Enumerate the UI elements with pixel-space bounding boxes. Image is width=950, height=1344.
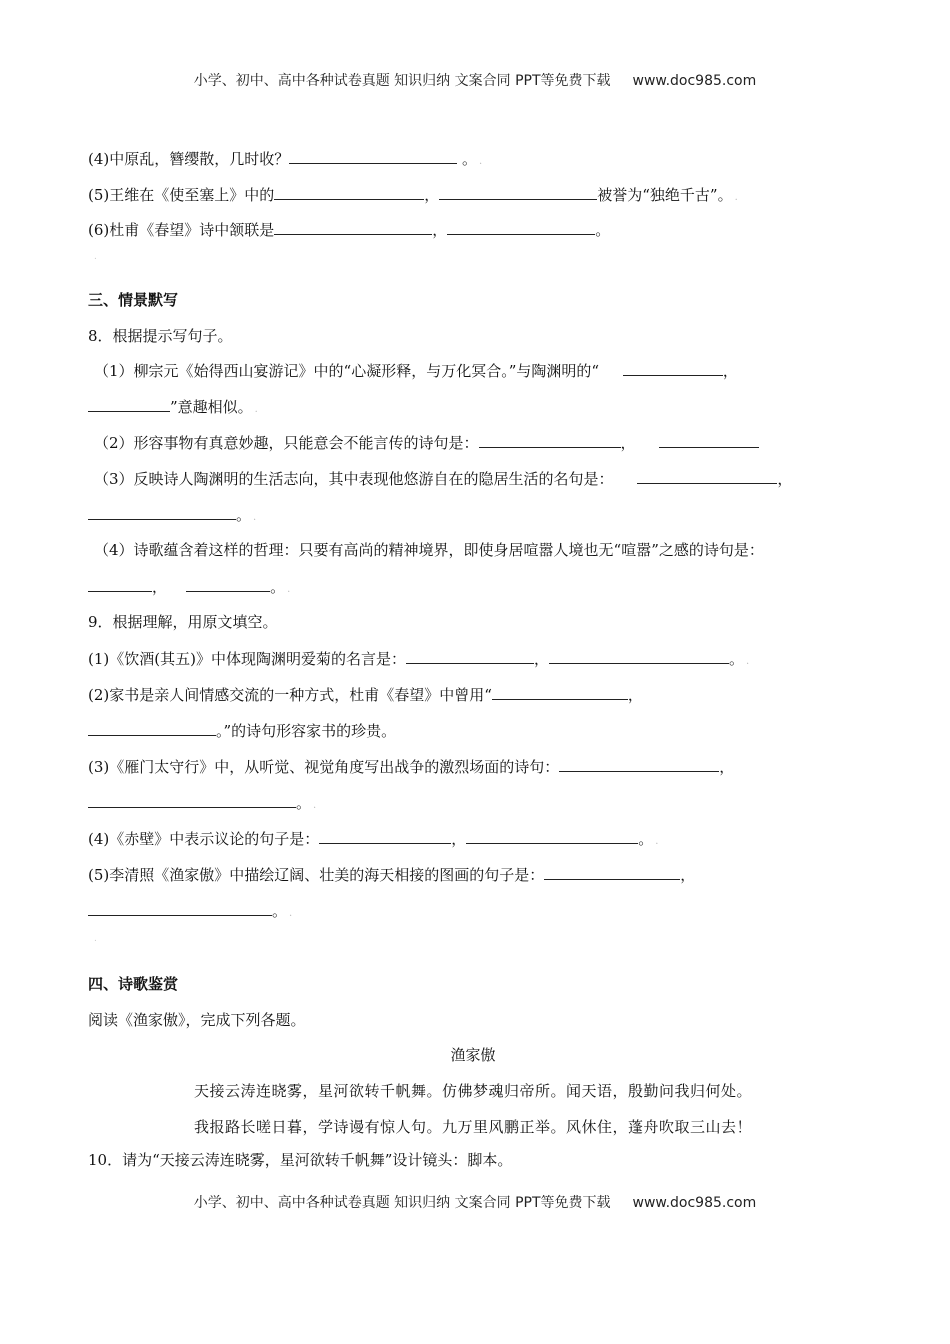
question-8-4 [94,540,764,560]
question-9-3-cont: 。 . [88,792,316,816]
q9-1-comma: ， [533,650,549,668]
q9-1-end: 。 [728,650,744,668]
q9-4-comma: ， [451,830,467,848]
q7-4-end: 。 [462,150,478,168]
q8-3-end: 。 [236,506,252,524]
question-9-5-cont: 。 . [88,900,292,924]
q9-3-end: 。 [296,794,312,812]
header-site[interactable]: www.doc985.com [632,73,757,89]
q7-5-text: (5)王维在《使至塞上》中的 [88,186,275,204]
answer-blank[interactable] [479,432,621,448]
q9-5-text: (5)李清照《渔家傲》中描绘辽阔、壮美的海天相接的图画的句子是： [88,866,545,884]
answer-blank[interactable] [659,432,759,448]
q9-3-text: (3)《雁门太守行》中，从听觉、视觉角度写出战争的激烈场面的诗句： [88,758,560,776]
question-7-6 [88,219,610,240]
section-heading-4: 四、诗歌鉴赏 [88,975,179,993]
question-9-2 [88,684,643,705]
question-9-4: (4)《赤壁》中表示议论的句子是： ， 。 . [88,830,659,848]
q8-2-comma: ， [620,434,636,452]
question-8-stem: 8．根据提示写句子。 [88,327,233,345]
q9-2-end: 。”的诗句形容家书的珍贵。 [216,722,397,740]
q9-5-end: 。 [272,902,288,920]
q9-4-end: 。 [638,830,654,848]
question-8-3 [94,468,792,489]
question-7-4: (4)中原乱，簪缨散，几时收？ 。 . [88,150,483,168]
q9-2-comma: ， [627,686,643,704]
answer-blank[interactable] [274,219,432,235]
question-9-stem: 9．根据理解，用原文填空。 [88,613,278,631]
section-heading-3: 三、情景默写 [88,291,179,309]
header-text: 小学、初中、高中各种试卷真题 知识归纳 文案合同 PPT等免费下载 [193,73,611,89]
q7-6-text: (6)杜甫《春望》诗中颔联是 [88,221,275,239]
question-9-5 [88,864,695,885]
question-9-3 [88,756,734,777]
question-8-2 [94,432,759,453]
answer-blank[interactable] [88,900,272,916]
q7-6-end: 。 [595,221,611,239]
q8-4-end: 。 [270,578,286,596]
answer-blank[interactable] [88,792,296,808]
q7-5-end: 被誉为“独绝千古”。 [597,186,733,204]
footer-site[interactable]: www.doc985.com [632,1195,757,1211]
answer-blank[interactable] [88,396,170,412]
reading-intro: 阅读《渔家傲》，完成下列各题。 [88,1011,306,1029]
question-8-1 [94,360,738,381]
paragraph-mark: . [94,934,97,944]
question-8-3-cont: 。 . [88,504,256,528]
q9-2-text: (2)家书是亲人间情感交流的一种方式，杜甫《春望》中曾用“ [88,686,492,704]
poem-line-1: 天接云涛连晓雾，星河欲转千帆舞。仿佛梦魂归帝所。闻天语，殷勤问我归何处。 [193,1082,752,1100]
answer-blank[interactable] [186,576,270,592]
q8-3-text: （3）反映诗人陶渊明的生活志向，其中表现他悠游自在的隐居生活的名句是： [94,470,614,488]
answer-blank[interactable] [623,360,723,376]
paragraph-mark: . [94,252,97,262]
q7-4-text: (4)中原乱，簪缨散，几时收？ [88,150,290,168]
answer-blank[interactable] [274,184,424,200]
question-10: 10．请为“天接云涛连晓雾，星河欲转千帆舞”设计镜头：脚本。 [88,1151,513,1169]
q9-1-text: (1)《饮酒(其五)》中体现陶渊明爱菊的名言是： [88,650,406,668]
q8-2-text: （2）形容事物有真意妙趣，只能意会不能言传的诗句是： [94,434,479,452]
q8-1-end: ”意趣相似。 [170,398,253,416]
q8-1-comma: ， [722,362,738,380]
page-header [0,70,950,90]
question-9-2-cont [88,720,396,741]
answer-blank[interactable] [88,504,236,520]
page-footer [0,1192,950,1212]
q8-4-comma: ， [152,578,168,596]
answer-blank[interactable] [439,184,597,200]
question-7-5: (5)王维在《使至塞上》中的 ， 被誉为“独绝千古”。 . [88,186,738,204]
question-8-4-cont: ， 。 . [88,576,290,600]
answer-blank[interactable] [406,648,534,664]
question-8-1-cont: ”意趣相似。 . [88,396,258,420]
footer-text: 小学、初中、高中各种试卷真题 知识归纳 文案合同 PPT等免费下载 [193,1195,611,1211]
answer-blank[interactable] [88,576,152,592]
q9-3-comma: ， [719,758,735,776]
q8-4-text: （4）诗歌蕴含着这样的哲理：只要有高尚的精神境界，即使身居喧嚣人境也无“喧嚣”之感的诗句是： [94,541,764,559]
q8-1-text: （1）柳宗元《始得西山宴游记》中的“心凝形释，与万化冥合。”与陶渊明的“ [94,362,600,380]
q7-5-comma: ， [424,186,440,204]
q7-6-comma: ， [432,221,448,239]
answer-blank[interactable] [544,864,680,880]
poem-line-2: 我报路长嗟日暮，学诗谩有惊人句。九万里风鹏正举。风休住，蓬舟吹取三山去！ [193,1118,752,1136]
answer-blank[interactable] [88,720,216,736]
q9-4-text: (4)《赤壁》中表示议论的句子是： [88,830,320,848]
q8-3-comma: ， [777,470,793,488]
q9-5-comma: ， [680,866,696,884]
poem-title: 渔家傲 [450,1046,496,1064]
answer-blank[interactable] [549,648,729,664]
answer-blank[interactable] [466,828,638,844]
answer-blank[interactable] [492,684,628,700]
answer-blank[interactable] [319,828,451,844]
answer-blank[interactable] [289,148,457,164]
question-9-1: (1)《饮酒(其五)》中体现陶渊明爱菊的名言是： ， 。 . [88,650,750,668]
answer-blank[interactable] [447,219,595,235]
answer-blank[interactable] [637,468,777,484]
answer-blank[interactable] [559,756,719,772]
